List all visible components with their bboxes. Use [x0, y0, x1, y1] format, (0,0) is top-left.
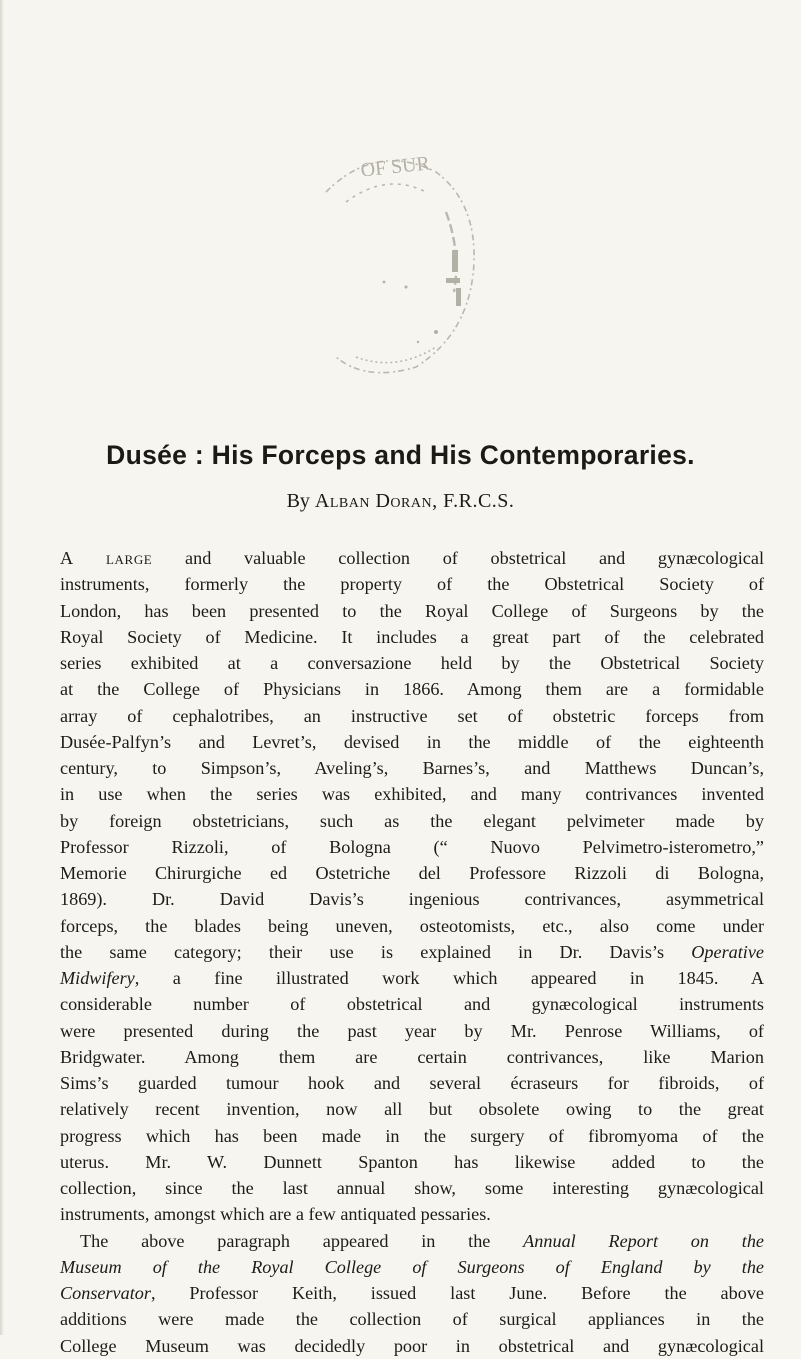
body-line [60, 1228, 764, 1254]
body-line: forceps, the blades being uneven, osteotomists, etc., also come under [60, 915, 764, 936]
body-line: at the College of Physicians in 1866. Among them are a formidable [60, 679, 764, 700]
body-line [60, 1254, 764, 1280]
byline-prefix: By [286, 490, 310, 512]
body-line: instruments, formerly the property of the Obstetrical Society of [60, 574, 764, 595]
book-title: Operative [691, 941, 764, 962]
body-line: College Museum was decidedly poor in obstetrical and gynæcological [60, 1335, 764, 1356]
line-text: and valuable collection of obstetrical and gynæcological [152, 548, 764, 568]
body-line: collection, since the last annual show, some interesting gynæcological [60, 1178, 764, 1198]
body-line: Sims’s guarded tumour hook and several écraseurs for fibroids, of [60, 1073, 764, 1093]
body-line [60, 965, 764, 991]
line-text: , a fine illustrated work which appeared in 1845. A [134, 968, 764, 988]
body-line [60, 1280, 764, 1306]
line-text: The above paragraph appeared in the [80, 1230, 524, 1251]
body-line: Memorie Chirurgiche ed Ostetriche del Professore Rizzoli di Bologna, [60, 863, 764, 883]
body-line: uterus. Mr. W. Dunnett Spanton has likewise added to the [60, 1151, 764, 1172]
body-line: series exhibited at a conversazione held by the Obstetrical Society [60, 653, 764, 673]
body-line: by foreign obstetricians, such as the elegant pelvimeter made by [60, 810, 764, 831]
line-text: the same category; their use is explained in Dr. Davis’s [60, 941, 692, 962]
report-title: Museum of the Royal College of Surgeons of England by the [60, 1256, 764, 1277]
book-title: Midwifery [60, 968, 135, 988]
body-line: Royal Society of Medicine. It includes a great part of the celebrated [60, 626, 764, 647]
body-line: progress which has been made in the surgery of fibromyoma of the [60, 1125, 764, 1146]
body-line: considerable number of obstetrical and gynæcological instruments [60, 994, 764, 1015]
body-line: in use when the series was exhibited, and many contrivances invented [60, 784, 764, 805]
body-line: London, has been presented to the Royal College of Surgeons by the [60, 600, 764, 621]
body-line: array of cephalotribes, an instructive set of obstetric forceps from [60, 705, 764, 726]
body-line: Dusée-Palfyn’s and Levret’s, devised in the middle of the eighteenth [60, 731, 764, 752]
page-edge-shadow [0, 0, 4, 1335]
body-line: were presented during the past year by Mr. Penrose Williams, of [60, 1020, 764, 1041]
lead-words: A large [60, 548, 153, 568]
body-line: additions were made the collection of surgical appliances in the [60, 1309, 764, 1330]
library-stamp-icon [286, 132, 486, 392]
byline-author: Alban Doran, F.R.C.S. [314, 490, 515, 512]
body-line: instruments, amongst which are a few antiquated pessaries. [60, 1204, 491, 1225]
stamp-text: OF SUR [359, 152, 431, 182]
article-body [60, 545, 764, 1359]
body-line: relatively recent invention, now all but obsolete owing to the great [60, 1099, 764, 1120]
body-line [60, 939, 764, 965]
article-title: Dusée : His Forceps and His Contemporaries. [106, 440, 695, 470]
body-line [60, 545, 764, 571]
report-title: Annual Report on the [523, 1230, 764, 1251]
body-line: Bridgwater. Among them are certain contrivances, like Marion [60, 1046, 764, 1067]
byline [0, 490, 801, 513]
body-line: 1869). Dr. David Davis’s ingenious contrivances, asymmetrical [60, 889, 764, 910]
body-line: Professor Rizzoli, of Bologna (“ Nuovo Pelvimetro-isterometro,” [60, 836, 764, 857]
report-title: Conservator [60, 1283, 151, 1303]
line-text: , Professor Keith, issued last June. Before the above [150, 1283, 764, 1303]
body-line: century, to Simpson’s, Aveling’s, Barnes’s, and Matthews Duncan’s, [60, 758, 764, 778]
